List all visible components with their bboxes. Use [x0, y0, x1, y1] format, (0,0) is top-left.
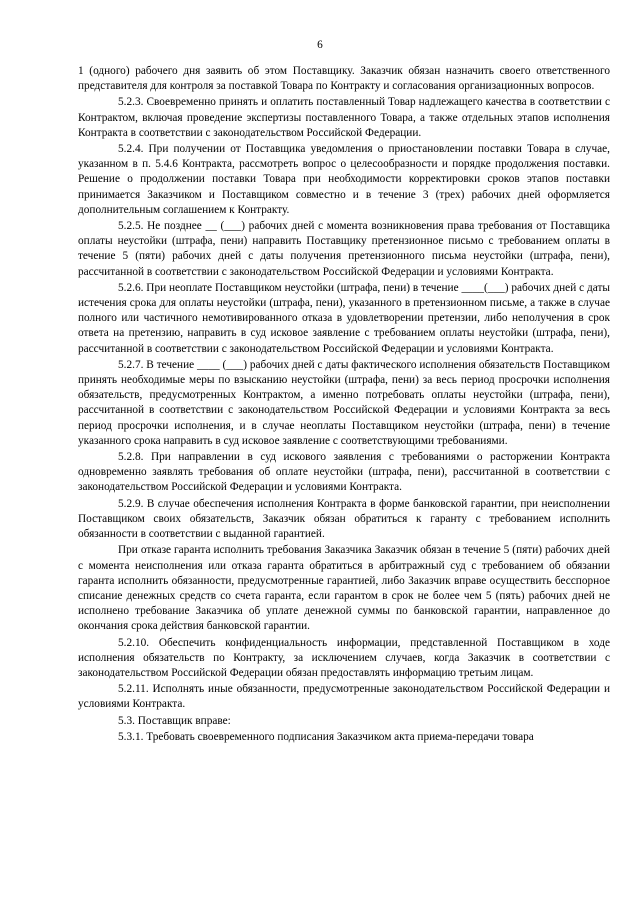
clause-5-2-6: 5.2.6. При неоплате Поставщиком неустойки (штрафа, пени) в течение ____(___) рабочих дней с даты истечения срока для оплаты неустойки (штрафа, пени), указанного в претензионном письме, а также в случае полного или частичного немотивированного отказа в удовлетворении претензии, либо неполучения в срок ответа на претензию, направить в суд исковое заявление с требованием оплаты неустойки (штрафа, пени), рассчитанной в соответствии с законодательством Российской Федерации и условиями Контракта.: [78, 281, 610, 355]
clause-5-2-9: 5.2.9. В случае обеспечения исполнения Контракта в форме банковской гарантии, при неисполнении Поставщиком своих обязательств, Заказчик обязан обратиться к гаранту с требованием исполнить обязанности в соответствии с выданной гарантией.: [78, 497, 610, 541]
clause-5-3-1: 5.3.1. Требовать своевременного подписания Заказчиком акта приема-передачи товара: [118, 730, 534, 743]
clause-5-2-9-guarantee-refusal: При отказе гаранта исполнить требования Заказчика Заказчик обязан в течение 5 (пяти) рабочих дней с момента неисполнения или отказа гаранта обратиться в арбитражный суд с требованием об обязании гаранта исполнить обязанности, предусмотренные гарантией, либо Заказчик вправе осуществить бесспорное списание денежных средств со счета гаранта, если гарантом в срок не более чем 5 (пять) рабочих дней не исполнено требование Заказчика об уплате денежной суммы по банковской гарантии, направленное до окончания срока действия банковской гарантии.: [78, 544, 610, 633]
clause-5-2-8: 5.2.8. При направлении в суд искового заявления с требованиями о расторжении Контракта одновременно заявлять требования об оплате неустойки (штрафа, пени), рассчитанной в соответствии с законодательством Российской Федерации и условиями Контракта.: [78, 451, 610, 494]
clause-5-2-4: 5.2.4. При получении от Поставщика уведомления о приостановлении поставки Товара в случае, указанном в п. 5.4.6 Контракта, рассмотреть вопрос о целесообразности и порядке продолжения поставки. Решение о продолжении поставки Товара при необходимости корректировки сроков этапов поставки принимается Заказчиком и Поставщиком совместно и в течение 3 (трех) рабочих дней оформляется дополнительным соглашением к Контракту.: [78, 143, 610, 216]
paragraph-continuation: 1 (одного) рабочего дня заявить об этом Поставщику. Заказчик обязан назначить своего ответственного представителя для контроля за поставкой Товара по Контракту и согласования организационных вопросов.: [78, 65, 610, 93]
clause-5-2-5: 5.2.5. Не позднее __ (___) рабочих дней с момента возникновения права требования от Поставщика оплаты неустойки (штрафа, пени) направить Поставщику претензионное письмо с требованием оплаты в течение 5 (пяти) рабочих дней с даты получения претензионного письма неустойки (штрафа, пени), рассчитанной в соответствии с законодательством Российской Федерации и условиями Контракта.: [78, 220, 610, 278]
clause-5-2-3: 5.2.3. Своевременно принять и оплатить поставленный Товар надлежащего качества в соответствии с Контрактом, включая проведение экспертизы поставленного Товара, а также отдельных этапов исполнения Контракта в соответствии с законодательством Российской Федерации.: [78, 96, 610, 139]
page-number: 6: [317, 39, 323, 51]
document-body: [78, 64, 610, 746]
clause-5-2-11: 5.2.11. Исполнять иные обязанности, предусмотренные законодательством Российской Федерации и условиями Контракта.: [78, 683, 610, 711]
clause-5-3: 5.3. Поставщик вправе:: [118, 714, 231, 727]
clause-5-2-7: 5.2.7. В течение ____ (___) рабочих дней с даты фактического исполнения обязательств Поставщиком принять необходимые меры по взысканию неустойки (штрафа, пени) за весь период просрочки исполнения обязательств, предусмотренных Контрактом, а именно потребовать оплаты неустойки (штрафа, пени), рассчитанной в соответствии с законодательством Российской Федерации и условиями Контракта за весь период просрочки исполнения, и в случае неоплаты Поставщиком неустойки (штрафа, пени) в течение указанного срока направить в суд исковое заявление с соответствующими требованиями.: [78, 358, 610, 447]
clause-5-2-10: 5.2.10. Обеспечить конфиденциальность информации, представленной Поставщиком в ходе исполнения обязательств по Контракту, за исключением случаев, когда Заказчик в соответствии с законодательством Российской Федерации обязан предоставлять информацию третьим лицам.: [78, 636, 610, 679]
